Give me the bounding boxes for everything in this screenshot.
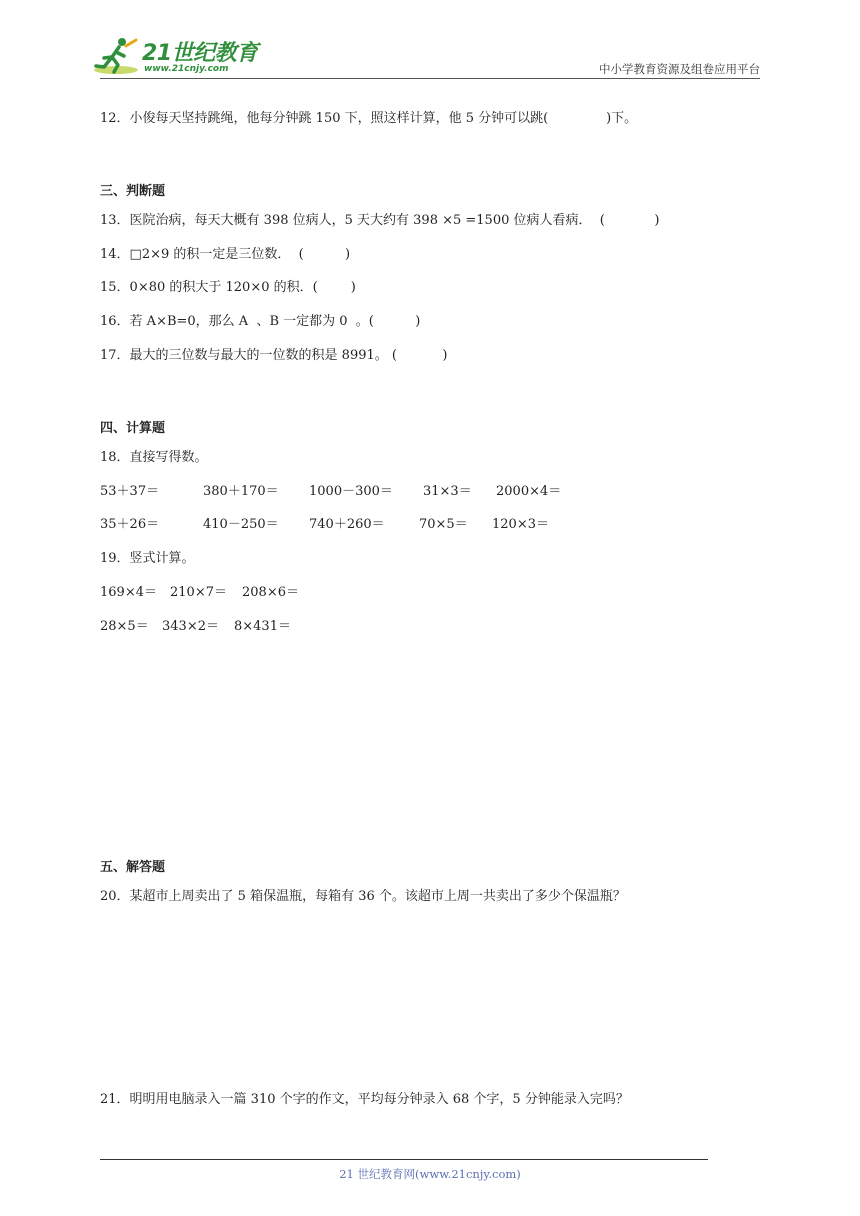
question-15: 15．0×80 的积大于 120×0 的积．( ): [100, 280, 356, 295]
runner-logo-icon: [92, 36, 140, 76]
site-name: 中小学教育资源及组卷应用平台: [599, 62, 760, 76]
calc-item: 28×5＝: [100, 619, 149, 634]
calc-item: 31×3＝: [423, 484, 472, 499]
calc-item: 120×3＝: [492, 517, 549, 532]
vertical-calc-row-2: [100, 615, 291, 675]
section-word-problems-title: 五、解答题: [100, 860, 166, 875]
logo-text: 21世纪教育: [142, 41, 258, 66]
question-21: 21．明明用电脑录入一篇 310 个字的作文，平均每分钟录入 68 个字，5 分钟能录入完吗？: [100, 1092, 629, 1107]
question-19: 19．竖式计算。: [100, 551, 195, 566]
question-14: 14．□2×9 的积一定是三位数． ( ): [100, 247, 351, 262]
calc-item: 380＋170＝: [203, 484, 279, 499]
calc-item: 343×2＝: [162, 619, 219, 634]
logo-url: www.21cnjy.com: [144, 64, 229, 74]
calc-item: 208×6＝: [242, 585, 299, 600]
question-13: 13．医院治病，每天大概有 398 位病人，5 天大约有 398 ×5 =1500 位病人看病． ( ): [100, 213, 660, 228]
calc-item: 35＋26＝: [100, 517, 160, 532]
footer-divider: [100, 1159, 708, 1160]
calc-item: 740＋260＝: [309, 517, 385, 532]
section-judgement-title: 三、判断题: [100, 184, 166, 199]
question-18: 18．直接写得数。: [100, 450, 208, 465]
calc-item: 53＋37＝: [100, 484, 160, 499]
question-12: 12．小俊每天坚持跳绳，他每分钟跳 150 下，照这样计算，他 5 分钟可以跳( )下。: [100, 111, 638, 126]
question-17: 17．最大的三位数与最大的一位数的积是 8991。 ( ): [100, 348, 448, 363]
calc-item: 2000×4＝: [496, 484, 562, 499]
calc-item: 8×431＝: [234, 619, 291, 634]
page-header: [0, 0, 860, 80]
calc-item: 70×5＝: [419, 517, 468, 532]
question-16: 16．若 A×B=0，那么 A 、B 一定都为 0 。( ): [100, 314, 421, 329]
section-calculation-title: 四、计算题: [100, 421, 166, 436]
calc-item: 1000－300＝: [309, 484, 393, 499]
calc-item: 210×7＝: [170, 585, 227, 600]
footer-text: 21 世纪教育网(www.21cnjy.com): [339, 1167, 521, 1181]
header-divider: [100, 78, 760, 79]
question-20: 20．某超市上周卖出了 5 箱保温瓶，每箱有 36 个。该超市上周一共卖出了多少个保温瓶？: [100, 889, 626, 904]
calc-item: 169×4＝: [100, 585, 157, 600]
site-logo: [92, 34, 262, 80]
calc-item: 410－250＝: [203, 517, 279, 532]
